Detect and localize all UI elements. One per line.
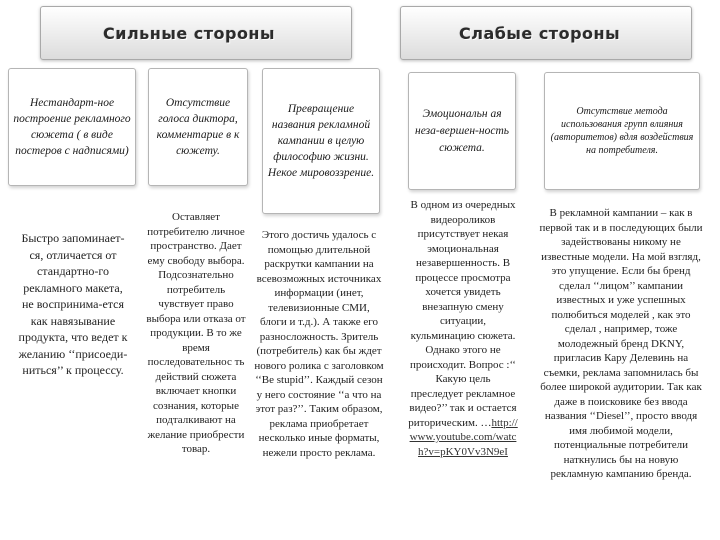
strength-box-2 <box>148 68 248 186</box>
weaknesses-title: Слабые стороны <box>459 24 621 43</box>
weaknesses-header <box>400 6 692 60</box>
weakness-text-2: В рекламной кампании – как в первой так и в последующих были задействованы никому не известные модели. На мой взгляд, это упущение. Если бы бренд сделал ‘‘лицом’’ кампании известных и уже успешных полюбиться моделей , как это сделал , например, тоже молодежный бренд DKNY, пригласив Кару Делевинь на съемки, реклама запомнилась бы более широкой аудитории. Так как даже в поисковике без ввода названия ‘‘Diesel’’, просто вводя имя любимой модели, потенциальные потребители наткнулись бы на новую рекламную кампанию бренда. <box>539 207 703 480</box>
weakness-box-1 <box>408 72 516 190</box>
strength-text-2: Оставляет потребителю личное пространство. Дает ему свободу выбора. Подсознательно потребитель чувствует право выбора или отказа от продукции. В то же время последовательнос ть действий сюжета включает кнопки сознания, которые подталкивают на желание приобрести товар. <box>146 211 246 455</box>
weakness-box-1-text: Эмоциональн ая неза-вершен-ность сюжета. <box>415 107 509 154</box>
strength-box-1-text: Нестандарт-ное построение рекламного сюжета ( в виде постеров с надписями) <box>13 97 131 157</box>
strength-box-1 <box>8 68 136 186</box>
strengths-title: Сильные стороны <box>103 24 275 43</box>
youtube-link[interactable]: http://www.youtube.com/watch?v=pKY0Vv3N9eI <box>409 416 518 458</box>
strengths-header <box>40 6 352 60</box>
strength-text-1: Быстро запоминает-ся, отличается от стандартно-го рекламного макета, не воспринима-ется как навязывание продукта, что ведет к желанию ‘‘присоеди-ниться’’ к процессу. <box>18 231 128 377</box>
strength-text-3: Этого достичь удалось с помощью длительной раскрутки кампании на всевозможных источниках информации (инет, телевизионные СМИ, блоги и т.д.). А также его разносложность. Зритель (потребитель) как бы ждет нового ролика с заголовком ‘‘Be stupid’’. Каждый сезон у него состояние ‘‘а что на этот раз?’’. Таким образом, реклама приобретает несколько иные форматы, нежели просто реклама. <box>254 229 384 459</box>
strength-box-3 <box>262 68 380 214</box>
weakness-box-2-text: Отсутствие метода использования групп влияния (авторитетов) вдля воздействия на потребителя. <box>550 106 694 156</box>
strength-box-3-text: Превращение названия рекламной кампании в целую философию жизни. Некое мировоззрение. <box>267 103 375 179</box>
strength-box-2-text: Отсутствие голоса диктора, комментарие в к сюжету. <box>156 97 240 157</box>
weakness-text-1-body: В одном из очередных видеороликов присутствует некая эмоциональная незавершенность. В процессе просмотра хочется увидеть внезапную смену ситуации, кульминацию сюжета. Однако этого не происходит. Вопрос :‘‘ Какую цель преследует рекламное видео?’’ так и остается риторическим. … <box>408 199 517 429</box>
weakness-box-2 <box>544 72 700 190</box>
weakness-text-1 <box>408 198 518 459</box>
